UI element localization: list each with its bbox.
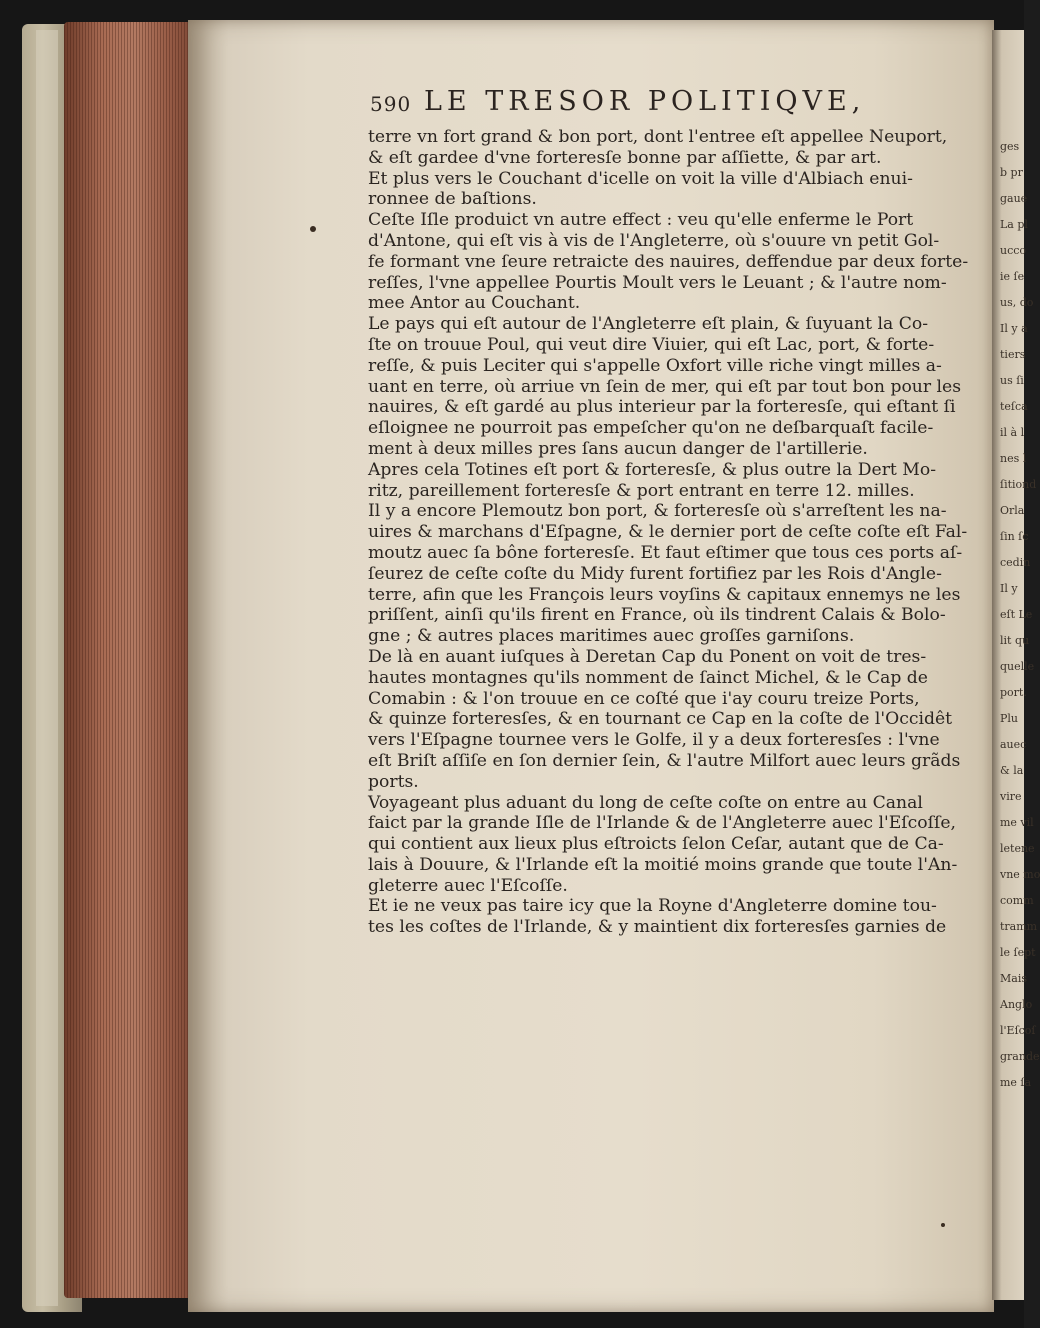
cover-band: [36, 30, 58, 1306]
adjacent-page-fragment: Mais: [1000, 972, 1027, 985]
text-line: Le pays qui eſt autour de l'Angleterre eſt plain, & ſuyuant la Co-: [368, 314, 929, 335]
text-line: De là en auant iuſques à Deretan Cap du Ponent on voit de tres-: [368, 646, 927, 667]
adjacent-page-fragment: letene: [1000, 842, 1035, 855]
text-line: Comabin : & l'on trouue en ce coſté que i'ay couru treize Ports,: [368, 688, 920, 709]
text-line: ment à deux milles pres ſans aucun danger de l'artillerie.: [368, 438, 868, 459]
text-line: Il y a encore Plemoutz bon port, & forteresſe où s'arreſtent les na-: [368, 501, 947, 522]
ink-speck: [310, 226, 316, 232]
adjacent-page-fragment: eſt Le: [1000, 608, 1033, 621]
text-line: Apres cela Totines eſt port & forteresſe, & plus outre la Dert Mo-: [368, 459, 937, 480]
text-line: terre, afin que les François leurs voyſins & capitaux ennemys ne les: [368, 584, 961, 605]
adjacent-page-fragment: lit qu: [1000, 634, 1030, 647]
adjacent-page-fragment: ges: [1000, 140, 1020, 153]
adjacent-page-fragment: quelle: [1000, 660, 1035, 673]
text-line: ritz, pareillement forteresſe & port entrant en terre 12. milles.: [368, 480, 915, 501]
text-line: Et plus vers le Couchant d'icelle on voit la ville d'Albiach enui-: [368, 168, 913, 189]
adjacent-page-fragment: b pr: [1000, 166, 1023, 179]
adjacent-page-fragment: vne mo: [1000, 868, 1040, 881]
adjacent-page-fragment: Il y: [1000, 582, 1018, 595]
text-line: priſſent, ainſi qu'ils firent en France, où ils tindrent Calais & Bolo-: [368, 605, 946, 626]
adjacent-page-fragment: us, do: [1000, 296, 1034, 309]
text-line: ronnee de baſtions.: [368, 189, 537, 210]
page-block-edges: [64, 22, 192, 1298]
adjacent-page-fragment: tiers: [1000, 348, 1026, 361]
adjacent-page-fragment: tramm: [1000, 920, 1038, 933]
adjacent-page-fragment: le ſept: [1000, 946, 1036, 959]
text-line: gne ; & autres places maritimes auec groſſes garniſons.: [368, 626, 855, 647]
text-line: eſt Briſt aſſiſe en ſon dernier ſein, & l'autre Milfort auec leurs grãds: [368, 750, 961, 771]
text-line: fe formant vne ſeure retraicte des nauires, deffendue par deux forte-: [368, 251, 969, 272]
adjacent-page-fragment: Orla: [1000, 504, 1025, 517]
running-title: LE TRESOR POLITIQVE,: [424, 86, 866, 117]
adjacent-page-fragment: comm: [1000, 894, 1034, 907]
text-line: Voyageant plus aduant du long de ceſte coſte on entre au Canal: [368, 792, 923, 813]
adjacent-page-fragment: ucco: [1000, 244, 1027, 257]
adjacent-page-fragment: La pl: [1000, 218, 1028, 231]
text-line: ſeurez de ceſte coſte du Midy furent fortifiez par les Rois d'Angle-: [368, 563, 942, 584]
adjacent-page-fragment: Il y a: [1000, 322, 1028, 335]
adjacent-page-edge: [992, 30, 1040, 1300]
text-line: uant en terre, où arriue vn ſein de mer, qui eſt par tout bon pour les: [368, 376, 962, 397]
text-line: ports.: [368, 771, 419, 792]
adjacent-page-fragment: & la: [1000, 764, 1024, 777]
text-line: & quinze forteresſes, & en tournant ce Cap en la coſte de l'Occidêt: [368, 709, 953, 730]
text-line: faict par la grande Iſle de l'Irlande & de l'Angleterre auec l'Eſcoſſe,: [368, 813, 956, 834]
adjacent-page-fragment: ſitiond: [1000, 478, 1037, 491]
adjacent-page-fragment: teſca: [1000, 400, 1028, 413]
adjacent-page-fragment: vire: [1000, 790, 1022, 803]
adjacent-page-fragment: Anglo: [1000, 998, 1033, 1011]
adjacent-page-fragment: gaue: [1000, 192, 1028, 205]
text-line: gleterre auec l'Eſcoſſe.: [368, 875, 568, 896]
text-line: nauires, & eſt gardé au plus interieur par la forteresſe, qui eſtant ſi: [368, 397, 956, 418]
text-line: eſloignee ne pourroit pas empeſcher qu'on ne deſbarquaſt facile-: [368, 418, 934, 439]
text-line: qui contient aux lieux plus eſtroicts ſelon Ceſar, autant que de Ca-: [368, 834, 944, 855]
text-line: lais à Douure, & l'Irlande eſt la moitié moins grande que toute l'An-: [368, 854, 958, 875]
adjacent-page-fragment: me ſa: [1000, 1076, 1032, 1089]
text-line: reſſes, l'vne appellee Pourtis Moult vers le Leuant ; & l'autre nom-: [368, 272, 947, 293]
adjacent-page-fragment: Plu: [1000, 712, 1019, 725]
adjacent-page-fragment: us ſi: [1000, 374, 1024, 387]
adjacent-page-fragment: cedin: [1000, 556, 1031, 569]
adjacent-page-fragment: il à l: [1000, 426, 1025, 439]
body-text: [368, 127, 984, 938]
adjacent-page-fragment: me vil: [1000, 816, 1034, 829]
text-line: Ceſte Iſle produict vn autre effect : veu qu'elle enferme le Port: [368, 210, 914, 231]
text-line: moutz auec ſa bône forteresſe. Et faut eſtimer que tous ces ports aſ-: [368, 542, 963, 563]
ink-speck: [941, 1223, 945, 1227]
adjacent-page-fragment: ſin ſc: [1000, 530, 1029, 543]
adjacent-page-fragment: port.: [1000, 686, 1027, 699]
text-line: ſte on trouue Poul, qui veut dire Viuier, qui eſt Lac, port, & forte-: [368, 334, 935, 355]
adjacent-page-fragment: l'Eſcoſ: [1000, 1024, 1036, 1037]
text-line: uires & marchans d'Eſpagne, & le dernier port de ceſte coſte eſt Fal-: [368, 522, 968, 543]
text-line: hautes montagnes qu'ils nomment de ſainct Michel, & le Cap de: [368, 667, 928, 688]
text-line: reſſe, & puis Leciter qui s'appelle Oxfort ville riche vingt milles a-: [368, 355, 942, 376]
text-line: d'Antone, qui eſt vis à vis de l'Angleterre, où s'ouure vn petit Gol-: [368, 230, 940, 251]
page-header: [370, 86, 970, 122]
text-line: vers l'Eſpagne tournee vers le Golfe, il y a deux forteresſes : l'vne: [368, 730, 940, 751]
adjacent-page-fragment: grande: [1000, 1050, 1040, 1063]
text-line: tes les coſtes de l'Irlande, & y maintient dix forteresſes garnies de: [368, 917, 947, 938]
adjacent-page-fragment: nes l: [1000, 452, 1027, 465]
page-number: 590: [370, 92, 412, 116]
text-line: mee Antor au Couchant.: [368, 293, 581, 314]
text-line: terre vn fort grand & bon port, dont l'entree eſt appellee Neuport,: [368, 127, 948, 147]
text-line: & eſt gardee d'vne forteresſe bonne par aſſiette, & par art.: [368, 147, 882, 168]
text-line: Et ie ne veux pas taire icy que la Royne d'Angleterre domine tou-: [368, 896, 937, 917]
adjacent-page-fragment: ie ſe: [1000, 270, 1025, 283]
adjacent-page-fragment: auec: [1000, 738, 1027, 751]
